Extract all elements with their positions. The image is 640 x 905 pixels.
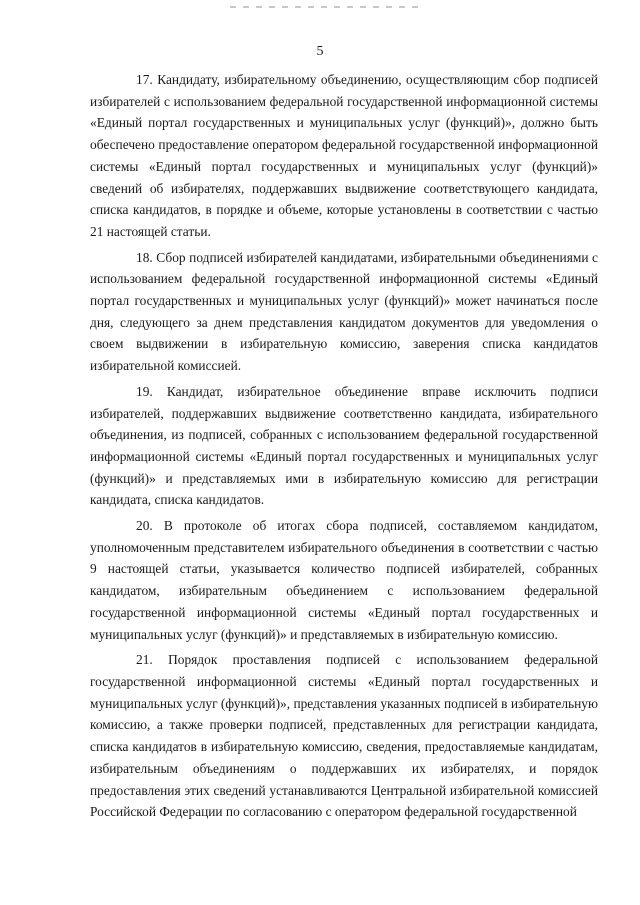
paragraph-20: 20. В протоколе об итогах сбора подписей, составляемом кандидатом, уполномоченным представителем избирательного объединения в соответствии с частью 9 настоящей статьи, указывается количество подписей избирателей, собранных кандидатом, избирательным объединением с использованием федеральной государственной информационной системы «Единый портал государственных и муниципальных услуг (функций)» и представляемых в избирательную комиссию. xyxy=(90,518,598,642)
paragraph-18: 18. Сбор подписей избирателей кандидатами, избирательными объединениями с использованием федеральной государственной информационной системы «Единый портал государственных и муниципальных услуг (функций)» может начинаться после дня, следующего за днем представления кандидатом документов для уведомления о своем выдвижении в избирательную комиссию, заверения списка кандидатов избирательной комиссией. xyxy=(90,249,598,374)
paragraph-19: 19. Кандидат, избирательное объединение вправе исключить подписи избирателей, поддержавших выдвижение соответственно кандидата, избирательного объединения, из подписей, собранных с использованием федеральной государственной информационной системы «Единый портал государственных и муниципальных услуг (функций)» и представляемых ими в избирательную комиссию для регистрации кандидата, списка кандидатов. xyxy=(90,383,598,508)
page-number: 5 xyxy=(316,44,324,59)
document-body xyxy=(90,69,598,823)
scan-artifact-marks xyxy=(230,6,420,8)
paragraph-17: 17. Кандидату, избирательному объединению, осуществляющим сбор подписей избирателей с использованием федеральной государственной информационной системы «Единый портал государственных и муниципальных услуг (функций)», должно быть обеспечено предоставление оператором федеральной государственной информационной системы «Единый портал государственных и муниципальных услуг (функций)» сведений об избирателях, поддержавших выдвижение соответствующего кандидата, списка кандидатов, в порядке и объеме, которые установлены в соответствии с частью 21 настоящей статьи. xyxy=(90,72,598,239)
paragraph-21: 21. Порядок проставления подписей с использованием федеральной государственной информационной системы «Единый портал государственных и муниципальных услуг (функций)», представления указанных подписей в избирательную комиссию, а также проверки подписей, представленных для регистрации кандидата, списка кандидатов в избирательную комиссию, сведения, предоставляемые кандидатам, избирательным объединениям о поддержавших их избирателях, и порядок предоставления этих сведений устанавливаются Центральной избирательной комиссией Российской Федерации по согласованию с оператором федеральной государственной xyxy=(90,652,598,820)
